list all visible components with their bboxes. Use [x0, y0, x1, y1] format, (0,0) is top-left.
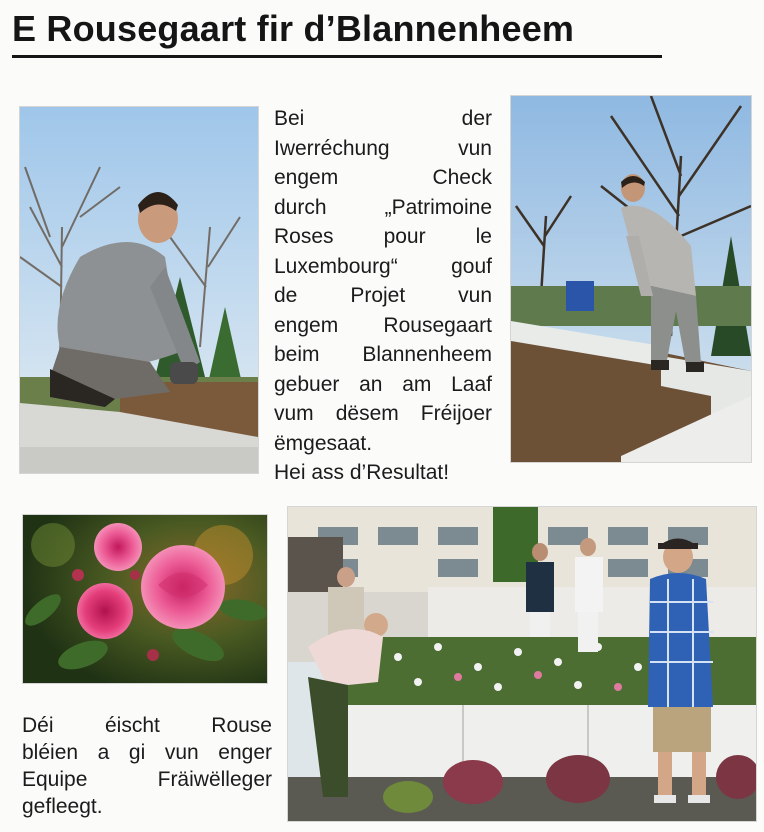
photo-volunteers-rose-garden — [287, 506, 757, 822]
article-text — [274, 104, 492, 488]
article-line: Hei ass d’Resultat! — [274, 461, 450, 484]
article-line: de Projet vun — [274, 284, 492, 307]
article-line: vum dësem Fréijoer — [274, 402, 492, 425]
page-title: E Rousegaart fir d’Blannenheem — [12, 8, 575, 49]
article-line: Roses pour le — [274, 225, 492, 248]
article-line: Iwerréchung vun — [274, 136, 492, 160]
photo-pink-roses-closeup — [22, 514, 268, 684]
caption-line: Déi éischt Rouse — [22, 714, 272, 737]
article-line: Bei der — [274, 107, 492, 130]
article-line: beim Blannenheem — [274, 343, 492, 366]
caption-line: gefleegt. — [22, 795, 103, 818]
article-line: durch „Patrimoine — [274, 195, 492, 219]
photo-caption — [22, 712, 272, 820]
article-line: ëmgesaat. — [274, 431, 373, 455]
photo-man-kneeling-garden — [19, 106, 259, 474]
caption-line: Equipe Fräiwëlleger — [22, 768, 272, 791]
article-line: engem Rousegaart — [274, 313, 492, 337]
article-line: Luxembourg“ gouf — [274, 254, 492, 278]
article-line: gebuer an am Laaf — [274, 372, 492, 396]
photo-man-planting-raised-bed — [510, 95, 752, 463]
title-underline — [12, 55, 662, 58]
article-line: engem Check — [274, 166, 492, 189]
caption-line: bléien a gi vun enger — [22, 741, 272, 764]
